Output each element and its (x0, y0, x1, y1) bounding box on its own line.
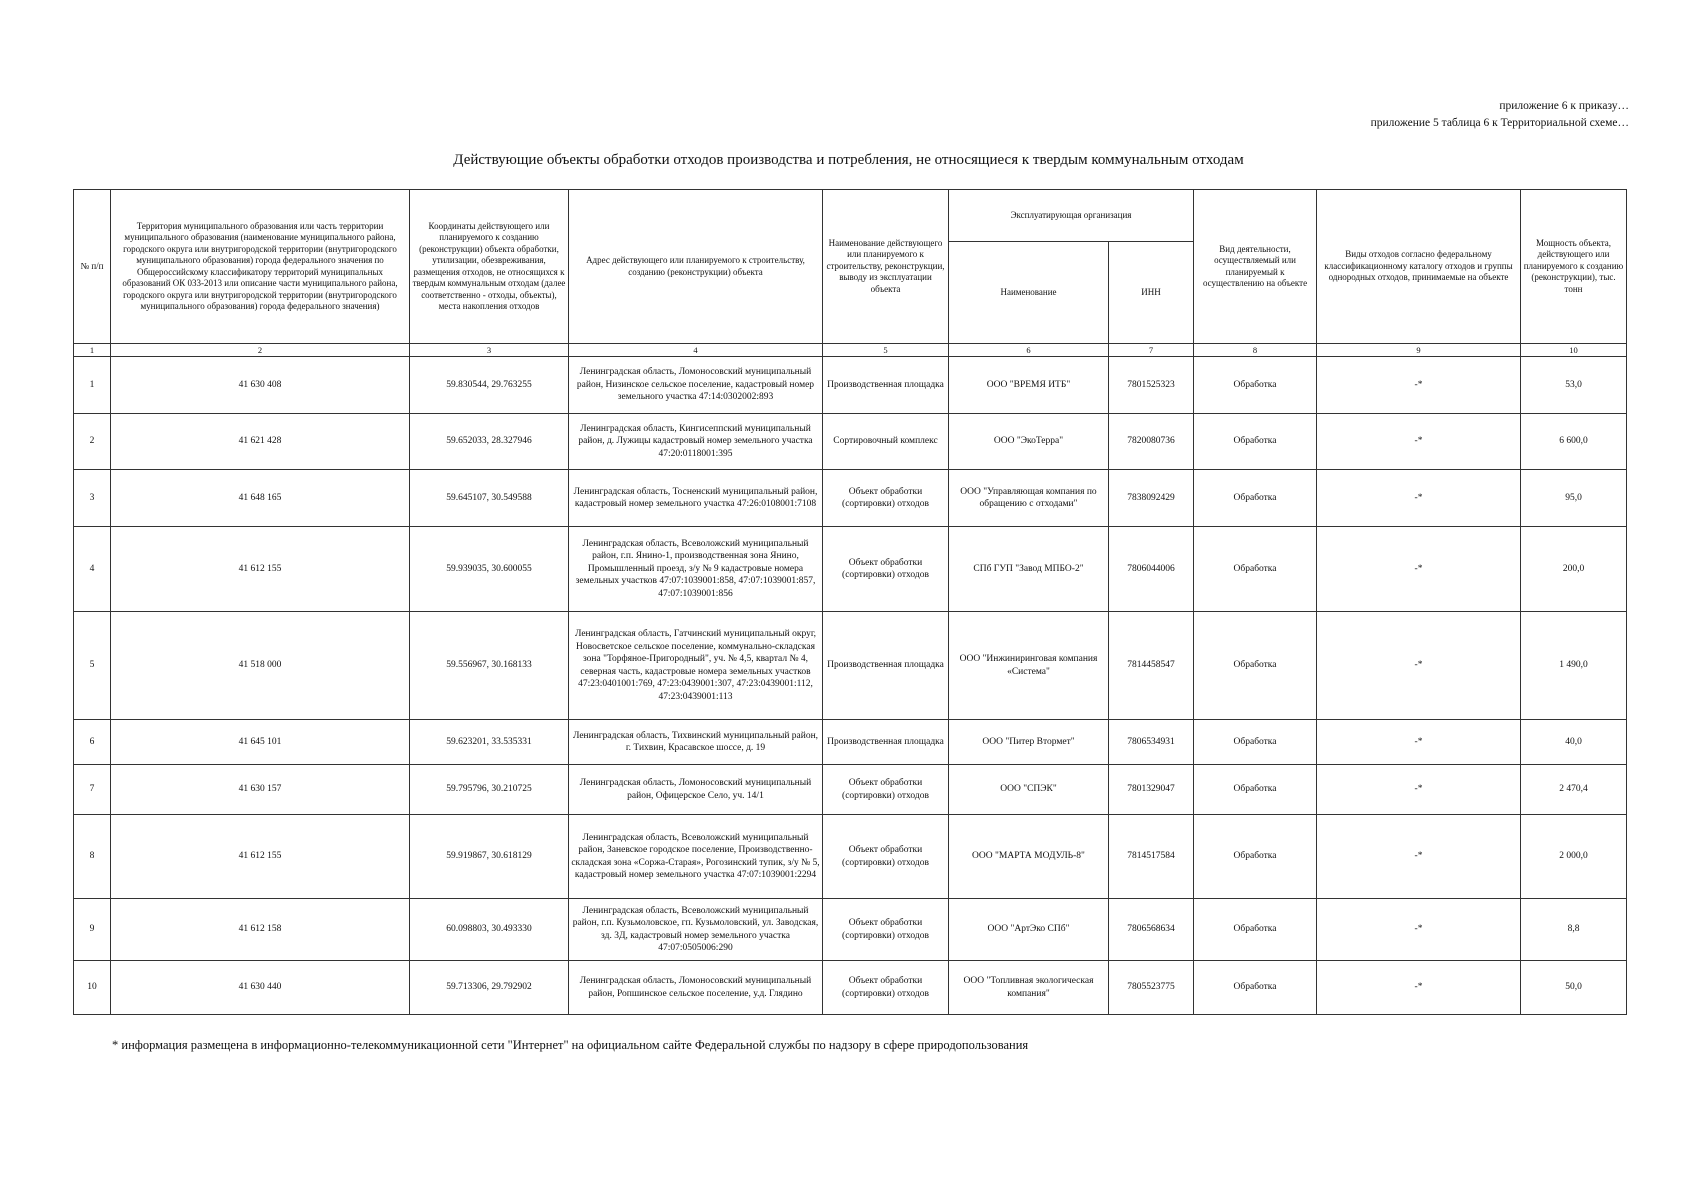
cell-coordinates: 59.830544, 29.763255 (410, 357, 569, 414)
table-row (74, 899, 1627, 961)
cell-coordinates: 60.098803, 30.493330 (410, 899, 569, 961)
cell-activity: Обработка (1194, 612, 1317, 720)
cell-address: Ленинградская область, Тихвинский муниципальный район, г. Тихвин, Красавское шоссе, д. 19 (569, 720, 823, 765)
cell-activity: Обработка (1194, 815, 1317, 899)
cell-num: 3 (74, 470, 111, 527)
table-row (74, 720, 1627, 765)
column-number: 8 (1194, 344, 1317, 357)
cell-object-name: Объект обработки (сортировки) отходов (823, 961, 949, 1015)
cell-coordinates: 59.919867, 30.618129 (410, 815, 569, 899)
cell-capacity: 50,0 (1521, 961, 1627, 1015)
cell-capacity: 8,8 (1521, 899, 1627, 961)
cell-address: Ленинградская область, Ломоносовский муниципальный район, Офицерское Село, уч. 14/1 (569, 765, 823, 815)
cell-coordinates: 59.713306, 29.792902 (410, 961, 569, 1015)
cell-object-name: Объект обработки (сортировки) отходов (823, 899, 949, 961)
cell-waste-types: -* (1317, 414, 1521, 470)
cell-address: Ленинградская область, Всеволожский муниципальный район, г.п. Янино-1, производственная зона Янино, Промышленный проезд, з/у № 9 кадастровые номера земельных участков 47:07:1039001:858, 47:07:1039001:857, 47:07:1039001:856 (569, 527, 823, 612)
cell-operator-name: ООО "Инжиниринговая компания «Система" (949, 612, 1109, 720)
header-capacity: Мощность объекта, действующего или планируемого к созданию (реконструкции), тыс. тонн (1521, 190, 1627, 344)
cell-operator-name: ООО "Питер Втормет" (949, 720, 1109, 765)
cell-waste-types: -* (1317, 357, 1521, 414)
cell-object-name: Объект обработки (сортировки) отходов (823, 765, 949, 815)
column-number: 10 (1521, 344, 1627, 357)
header-note-scheme: приложение 5 таблица 6 к Территориальной схеме… (1370, 117, 1629, 129)
cell-capacity: 95,0 (1521, 470, 1627, 527)
cell-coordinates: 59.939035, 30.600055 (410, 527, 569, 612)
table-body (74, 357, 1627, 1015)
cell-coordinates: 59.645107, 30.549588 (410, 470, 569, 527)
column-number: 2 (111, 344, 410, 357)
column-number: 3 (410, 344, 569, 357)
cell-operator-name: ООО "АртЭко СПб" (949, 899, 1109, 961)
cell-operator-name: ООО "ЭкоТерра" (949, 414, 1109, 470)
cell-capacity: 200,0 (1521, 527, 1627, 612)
cell-waste-types: -* (1317, 527, 1521, 612)
cell-oktmo: 41 630 408 (111, 357, 410, 414)
cell-operator-name: ООО "ВРЕМЯ ИТБ" (949, 357, 1109, 414)
cell-inn: 7806534931 (1109, 720, 1194, 765)
cell-oktmo: 41 630 440 (111, 961, 410, 1015)
cell-inn: 7806568634 (1109, 899, 1194, 961)
cell-coordinates: 59.652033, 28.327946 (410, 414, 569, 470)
cell-inn: 7820080736 (1109, 414, 1194, 470)
cell-activity: Обработка (1194, 899, 1317, 961)
cell-capacity: 2 470,4 (1521, 765, 1627, 815)
cell-capacity: 53,0 (1521, 357, 1627, 414)
cell-oktmo: 41 648 165 (111, 470, 410, 527)
cell-operator-name: ООО "Топливная экологическая компания" (949, 961, 1109, 1015)
cell-capacity: 2 000,0 (1521, 815, 1627, 899)
cell-num: 7 (74, 765, 111, 815)
column-number: 4 (569, 344, 823, 357)
cell-operator-name: ООО "Управляющая компания по обращению с отходами" (949, 470, 1109, 527)
header-coordinates: Координаты действующего или планируемого к созданию (реконструкции) объекта обработки, утилизации, обезвреживания, размещения отходов, не относящихся к твердым коммунальным отходам (далее соответственно - отходы, объекты), места накопления отходов (410, 190, 569, 344)
cell-waste-types: -* (1317, 470, 1521, 527)
column-number: 5 (823, 344, 949, 357)
cell-capacity: 40,0 (1521, 720, 1627, 765)
cell-object-name: Производственная площадка (823, 720, 949, 765)
cell-object-name: Производственная площадка (823, 612, 949, 720)
table-row (74, 612, 1627, 720)
column-number: 7 (1109, 344, 1194, 357)
cell-oktmo: 41 645 101 (111, 720, 410, 765)
header-notes (1371, 98, 1629, 132)
cell-address: Ленинградская область, Ломоносовский муниципальный район, Низинское сельское поселение, кадастровый номер земельного участка 47:14:0302002:893 (569, 357, 823, 414)
cell-capacity: 6 600,0 (1521, 414, 1627, 470)
cell-object-name: Сортировочный комплекс (823, 414, 949, 470)
header-address: Адрес действующего или планируемого к строительству, созданию (реконструкции) объекта (569, 190, 823, 344)
table-header (74, 190, 1627, 357)
cell-operator-name: ООО "МАРТА МОДУЛЬ-8" (949, 815, 1109, 899)
cell-activity: Обработка (1194, 961, 1317, 1015)
table-row (74, 815, 1627, 899)
header-operator-inn: ИНН (1109, 242, 1194, 344)
table-row (74, 765, 1627, 815)
cell-activity: Обработка (1194, 720, 1317, 765)
header-num: № п/п (74, 190, 111, 344)
cell-coordinates: 59.556967, 30.168133 (410, 612, 569, 720)
cell-address: Ленинградская область, Гатчинский муниципальный округ, Новосветское сельское поселение, коммунально-складская зона "Торфяное-Пригородный", уч. № 4,5, квартал № 4, северная часть, кадастровые номера земельных участков 47:23:0401001:769, 47:23:0439001:307, 47:23:0439001:112, 47:23:0439001:113 (569, 612, 823, 720)
cell-oktmo: 41 621 428 (111, 414, 410, 470)
cell-inn: 7838092429 (1109, 470, 1194, 527)
cell-inn: 7814458547 (1109, 612, 1194, 720)
cell-operator-name: СПб ГУП "Завод МПБО-2" (949, 527, 1109, 612)
cell-address: Ленинградская область, Ломоносовский муниципальный район, Ропшинское сельское поселение, у.д. Глядино (569, 961, 823, 1015)
cell-object-name: Объект обработки (сортировки) отходов (823, 527, 949, 612)
column-number: 6 (949, 344, 1109, 357)
header-operator: Эксплуатирующая организация (949, 190, 1194, 242)
column-number: 1 (74, 344, 111, 357)
cell-num: 6 (74, 720, 111, 765)
cell-coordinates: 59.795796, 30.210725 (410, 765, 569, 815)
cell-activity: Обработка (1194, 357, 1317, 414)
cell-object-name: Объект обработки (сортировки) отходов (823, 470, 949, 527)
cell-activity: Обработка (1194, 765, 1317, 815)
cell-num: 2 (74, 414, 111, 470)
cell-activity: Обработка (1194, 414, 1317, 470)
header-operator-name: Наименование (949, 242, 1109, 344)
footnote: * информация размещена в информационно-телекоммуникационной сети "Интернет" на официальном сайте Федеральной службы по надзору в сфере природопользования (112, 1038, 1029, 1052)
waste-facilities-table (73, 189, 1627, 1015)
cell-waste-types: -* (1317, 899, 1521, 961)
cell-address: Ленинградская область, Всеволожский муниципальный район, г.п. Кузьмоловское, гп. Кузьмоловский, ул. Заводская, зд. 3Д, кадастровый номер земельного участка 47:07:0505006:290 (569, 899, 823, 961)
table-row (74, 527, 1627, 612)
cell-num: 5 (74, 612, 111, 720)
cell-address: Ленинградская область, Кингисеппский муниципальный район, д. Лужицы кадастровый номер земельного участка 47:20:0118001:395 (569, 414, 823, 470)
cell-waste-types: -* (1317, 815, 1521, 899)
cell-address: Ленинградская область, Всеволожский муниципальный район, Заневское городское поселение, Производственно-складская зона «Соржа-Старая», Рогозинский тупик, з/у № 5, кадастровый номер земельного участка 47:07:1039001:2294 (569, 815, 823, 899)
table-row (74, 414, 1627, 470)
cell-address: Ленинградская область, Тосненский муниципальный район, кадастровый номер земельного участка 47:26:0108001:7108 (569, 470, 823, 527)
table-row (74, 470, 1627, 527)
column-number: 9 (1317, 344, 1521, 357)
cell-capacity: 1 490,0 (1521, 612, 1627, 720)
column-number-row (74, 344, 1627, 357)
cell-activity: Обработка (1194, 527, 1317, 612)
cell-oktmo: 41 612 155 (111, 527, 410, 612)
cell-oktmo: 41 518 000 (111, 612, 410, 720)
header-territory: Территория муниципального образования или часть территории муниципального образования (наименование муниципального района, городского округа или внутригородской территории (внутригородского муниципального образования) города федерального значения по Общероссийскому классификатору территорий муниципальных образований ОК 033-2013 или описание части муниципального района, городского округа или внутригородской территории (внутригородского муниципального образования) города федерального значения) (111, 190, 410, 344)
cell-inn: 7801329047 (1109, 765, 1194, 815)
cell-inn: 7814517584 (1109, 815, 1194, 899)
cell-oktmo: 41 630 157 (111, 765, 410, 815)
page-title: Действующие объекты обработки отходов производства и потребления, не относящиеся к твердым коммунальным отходам (453, 152, 1244, 168)
cell-oktmo: 41 612 155 (111, 815, 410, 899)
cell-inn: 7805523775 (1109, 961, 1194, 1015)
cell-waste-types: -* (1317, 765, 1521, 815)
cell-operator-name: ООО "СПЭК" (949, 765, 1109, 815)
cell-inn: 7806044006 (1109, 527, 1194, 612)
cell-waste-types: -* (1317, 612, 1521, 720)
cell-num: 10 (74, 961, 111, 1015)
cell-object-name: Объект обработки (сортировки) отходов (823, 815, 949, 899)
cell-coordinates: 59.623201, 33.535331 (410, 720, 569, 765)
cell-num: 8 (74, 815, 111, 899)
cell-waste-types: -* (1317, 720, 1521, 765)
table-row (74, 961, 1627, 1015)
cell-object-name: Производственная площадка (823, 357, 949, 414)
header-note-order: приложение 6 к приказу… (1499, 100, 1629, 112)
header-waste-types: Виды отходов согласно федеральному классификационному каталогу отходов и группы однородных отходов, принимаемые на объекте (1317, 190, 1521, 344)
header-object-name: Наименование действующего или планируемого к строительству, реконструкции, выводу из эксплуатации объекта (823, 190, 949, 344)
cell-num: 9 (74, 899, 111, 961)
table-row (74, 357, 1627, 414)
cell-oktmo: 41 612 158 (111, 899, 410, 961)
cell-activity: Обработка (1194, 470, 1317, 527)
cell-inn: 7801525323 (1109, 357, 1194, 414)
cell-waste-types: -* (1317, 961, 1521, 1015)
header-activity: Вид деятельности, осуществляемый или планируемый к осуществлению на объекте (1194, 190, 1317, 344)
cell-num: 1 (74, 357, 111, 414)
cell-num: 4 (74, 527, 111, 612)
